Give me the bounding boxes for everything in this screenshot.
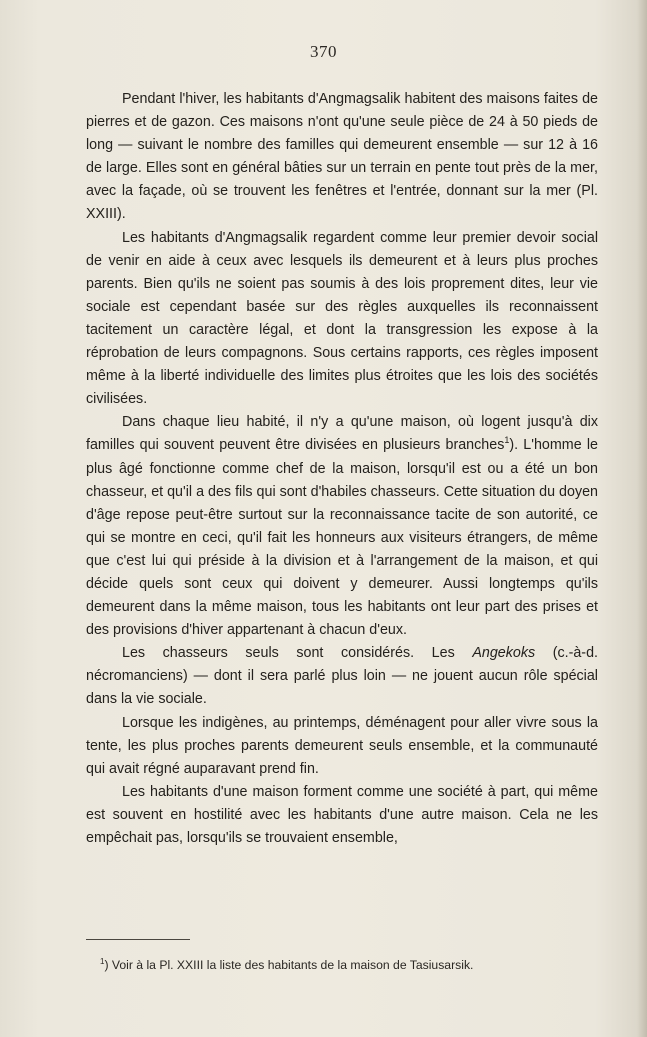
footnote-mark: 1 xyxy=(100,956,105,966)
page-edge-shadow xyxy=(637,0,647,1037)
paragraph-5: Lorsque les indigènes, au printemps, déménagent pour aller vivre sous la tente, les plus proches parents demeurent seuls ensemble, et la communauté qui avait régné auparavant prend fin. xyxy=(86,714,598,777)
footnote xyxy=(100,958,600,972)
footnote-reference[interactable]: 1 xyxy=(504,435,510,446)
body-text xyxy=(86,88,598,850)
page-number: 370 xyxy=(310,42,337,61)
paragraph-2: Les habitants d'Angmagsalik regardent comme leur premier devoir social de venir en aide à ceux avec lesquels ils demeurent et à leurs plus proches parents. Bien qu'ils ne soient pas soumis à des lois proprement dites, leur vie sociale est cependant basée sur des règles auxquelles ils reconnaissent tacitement un caractère légal, et dont la transgression les expose à la réprobation de leurs compagnons. Sous certains rapports, ces règles imposent même à la liberté individuelle des limites plus étroites que les lois des sociétés civilisées. xyxy=(86,229,598,408)
paragraph-3 xyxy=(86,411,598,642)
paragraph-3-start: Dans chaque lieu habité, il n'y a qu'une maison, où logent jusqu'à dix familles qui souvent peuvent être divisées en plusieurs branches xyxy=(86,414,598,454)
paragraph-6: Les habitants d'une maison forment comme une société à part, qui même est souvent en hostilité avec les habitants d'une autre maison. Cela ne les empêchait pas, lorsqu'ils se trouvaient ensemble, xyxy=(86,783,598,846)
footnote-text: ) Voir à la Pl. XXIII la liste des habitants de la maison de Tasiusarsik. xyxy=(104,958,474,972)
paragraph-3-rest: ). L'homme le plus âgé fonctionne comme chef de la maison, lorsqu'il est ou a été un bon chasseur, et qu'il a des fils qui sont d'habiles chasseurs. Cette situation du doyen d'âge repose peut-être surtout sur la reconnaissance tacite de son autorité, ce qui se montre en ceci, qu'il fait les honneurs aux visiteurs étrangers, de même que c'est lui qui préside à la division et à l'arrangement de la maison, et qui décide quels sont ceux qui doivent y demeurer. Aussi longtemps qu'ils demeurent dans la même maison, tous les habitants ont leur part des prises et des provisions d'hiver appartenant à chacun d'eux. xyxy=(86,437,598,639)
paragraph-4-rest: (c.-à-d. nécromanciens) — dont il sera parlé plus loin — ne jouent aucun rôle spécial dans la vie sociale. xyxy=(86,645,598,708)
term-angekoks: Angekoks xyxy=(472,645,536,662)
footnote-divider xyxy=(86,939,190,940)
paragraph-1: Pendant l'hiver, les habitants d'Angmagsalik habitent des maisons faites de pierres et de gazon. Ces maisons n'ont qu'une seule pièce de 24 à 50 pieds de long — suivant le nombre des familles qui demeurent ensemble — sur 12 à 16 de large. Elles sont en général bâties sur un terrain en pente tout près de la mer, avec la façade, où se trouvent les fenêtres et l'entrée, donnant sur la mer (Pl. XXIII). xyxy=(86,91,598,223)
paragraph-4 xyxy=(86,642,598,711)
paragraph-4-start: Les chasseurs seuls sont considérés. Les xyxy=(122,645,473,662)
